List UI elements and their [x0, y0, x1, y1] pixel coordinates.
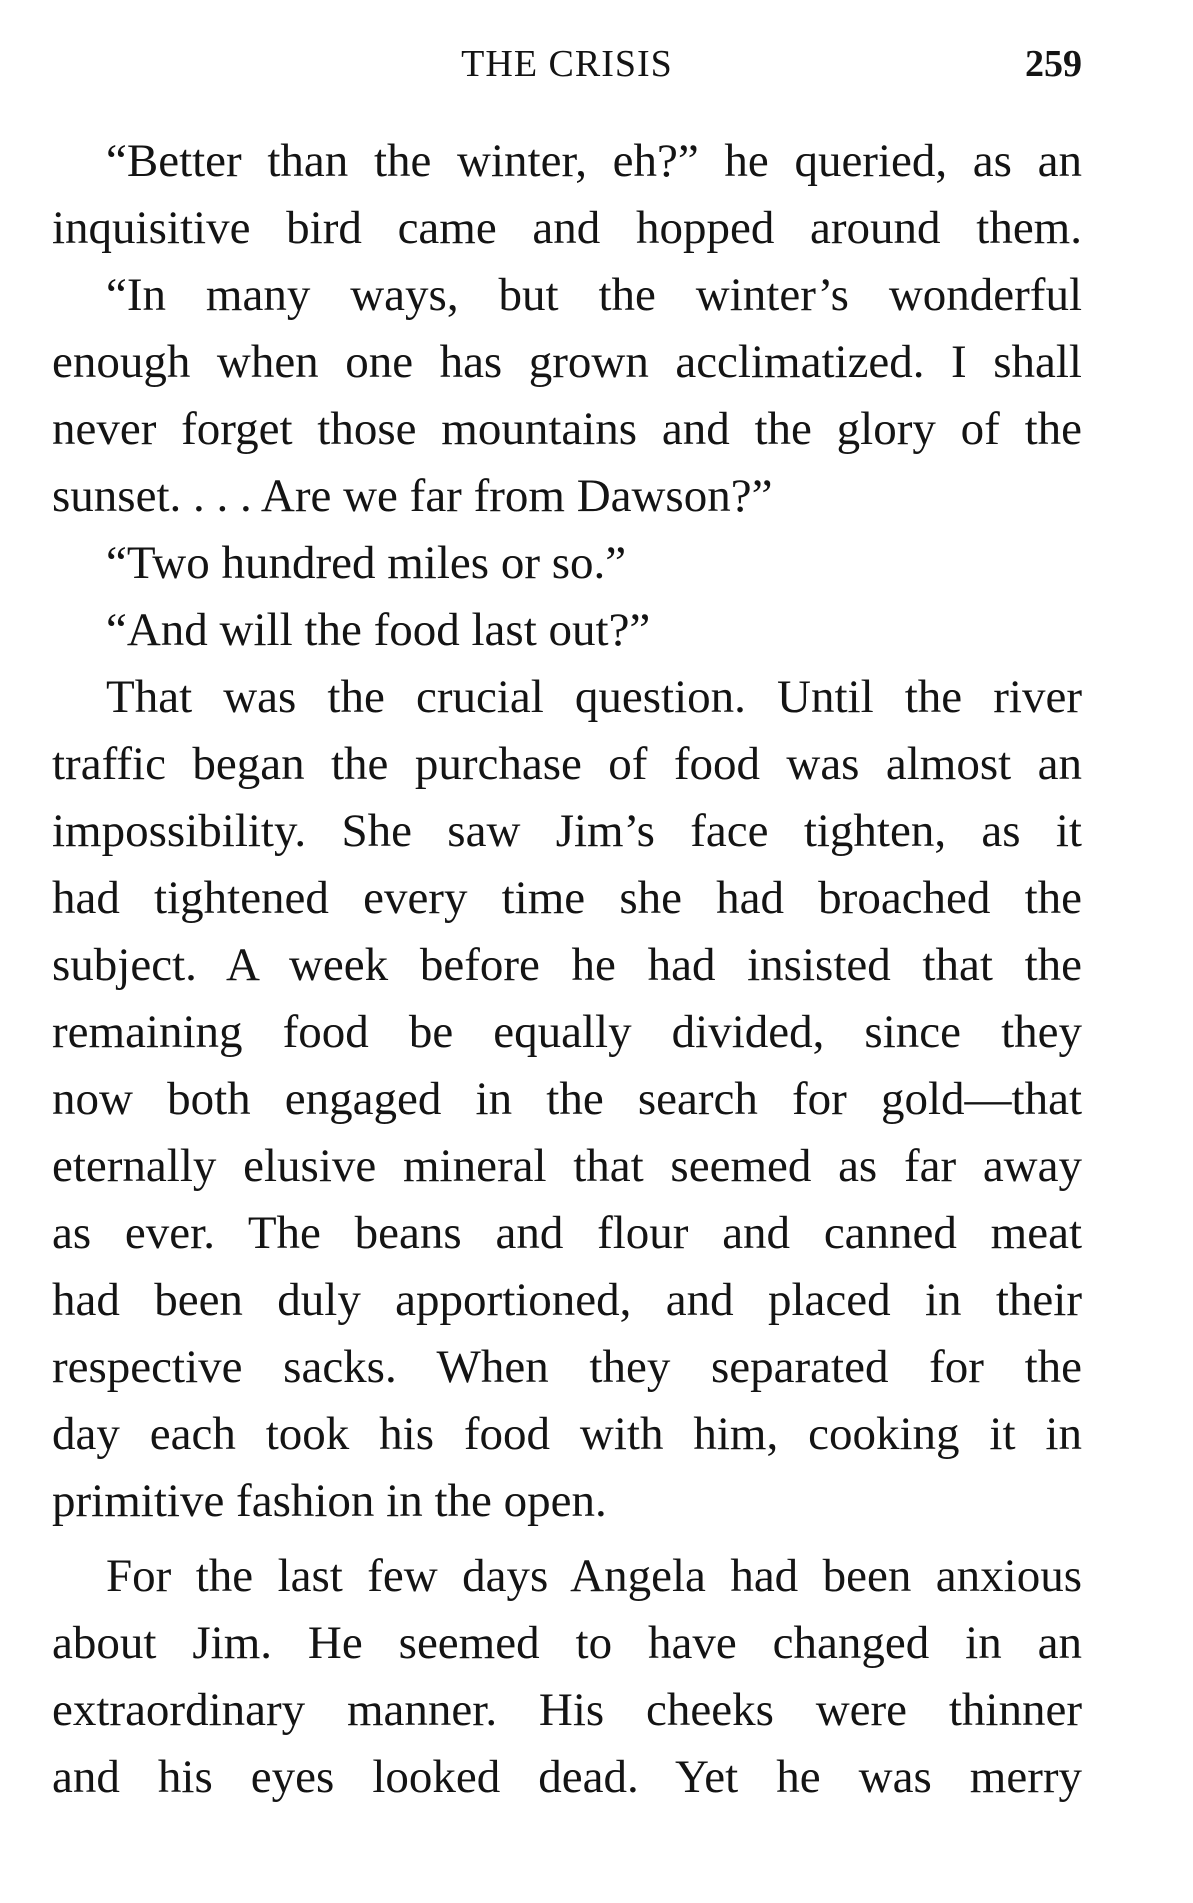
text-line: had been duly apportioned, and placed in their	[52, 1274, 1082, 1326]
text-line: respective sacks. When they separated for the	[52, 1341, 1082, 1393]
text-line: had tightened every time she had broached the	[52, 872, 1082, 924]
text-line: eternally elusive mineral that seemed as far away	[52, 1140, 1082, 1192]
body-text	[52, 128, 1082, 1811]
text-line: remaining food be equally divided, since they	[52, 1006, 1082, 1058]
text-line: as ever. The beans and flour and canned meat	[52, 1207, 1082, 1259]
text-line: never forget those mountains and the glory of the	[52, 403, 1082, 455]
text-line: “And will the food last out?”	[106, 604, 651, 656]
text-line: “Better than the winter, eh?” he queried, as an	[106, 135, 1082, 187]
running-title: THE CRISIS	[461, 43, 673, 85]
text-line: and his eyes looked dead. Yet he was merry	[52, 1751, 1082, 1803]
text-line: about Jim. He seemed to have changed in an	[52, 1617, 1082, 1669]
text-line: now both engaged in the search for gold—that	[52, 1073, 1082, 1125]
text-line: day each took his food with him, cooking it in	[52, 1408, 1082, 1460]
text-line: That was the crucial question. Until the river	[106, 671, 1082, 723]
text-line: extraordinary manner. His cheeks were thinner	[52, 1684, 1082, 1736]
text-line: inquisitive bird came and hopped around them.	[52, 202, 1082, 254]
text-line: primitive fashion in the open.	[52, 1475, 607, 1527]
running-head	[52, 38, 1082, 90]
text-line: impossibility. She saw Jim’s face tighten, as it	[52, 805, 1082, 857]
text-line: For the last few days Angela had been anxious	[106, 1550, 1082, 1602]
page-number: 259	[1025, 43, 1082, 85]
text-line: “Two hundred miles or so.”	[106, 537, 627, 589]
paragraph-gap	[52, 1535, 1082, 1543]
text-line: sunset. . . . Are we far from Dawson?”	[52, 470, 773, 522]
text-line: enough when one has grown acclimatized. I shall	[52, 336, 1082, 388]
text-line: “In many ways, but the winter’s wonderful	[106, 269, 1082, 321]
text-line: subject. A week before he had insisted that the	[52, 939, 1082, 991]
text-line: traffic began the purchase of food was almost an	[52, 738, 1082, 790]
